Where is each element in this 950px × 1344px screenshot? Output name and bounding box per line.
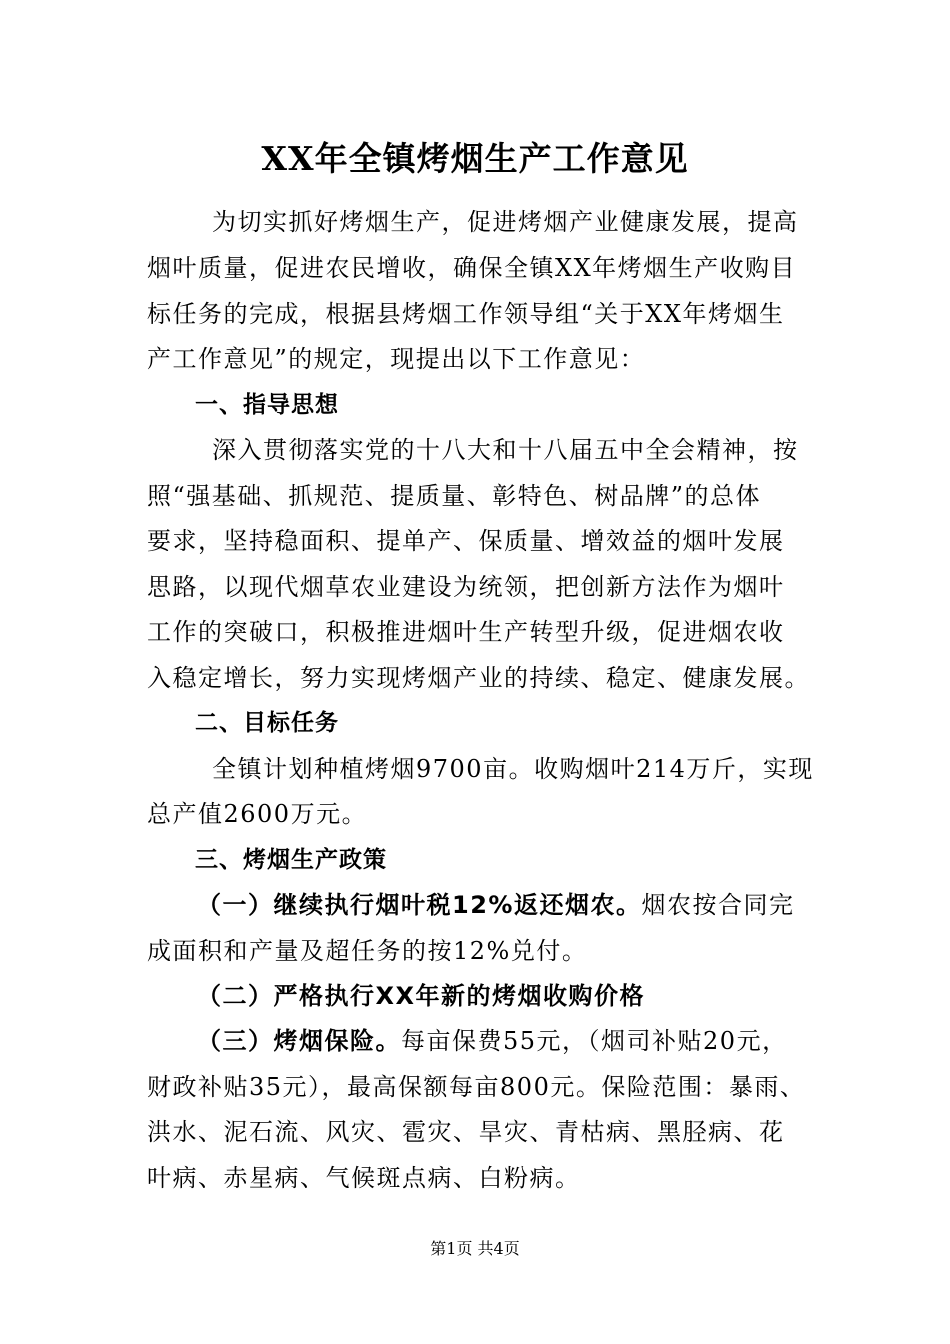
policy-item-3-line: 叶病、赤星病、气候斑点病、白粉病。	[147, 1164, 581, 1192]
section1-line: 深入贯彻落实党的十八大和十八届五中全会精神，按	[212, 436, 799, 464]
section-heading-guiding-thought: 一、指导思想	[195, 392, 339, 418]
policy-item-3-line: 洪水、泥石流、风灾、雹灾、旱灾、青枯病、黑胫病、花	[147, 1118, 785, 1146]
intro-line: 标任务的完成，根据县烤烟工作领导组“关于XX年烤烟生	[147, 300, 785, 328]
section-heading-policy: 三、烤烟生产政策	[195, 847, 387, 873]
section1-line: 入稳定增长，努力实现烤烟产业的持续、稳定、健康发展。	[147, 664, 810, 692]
page-number: 第1页 共4页	[430, 1239, 520, 1258]
policy-item-1-line: 成面积和产量及超任务的按12%兑付。	[147, 937, 588, 965]
policy-item-1-text: 烟农按合同完	[641, 891, 795, 919]
section1-line: 照“强基础、抓规范、提质量、彰特色、树品牌”的总体	[147, 482, 762, 510]
policy-item-1	[197, 888, 794, 922]
policy-item-3-line: 财政补贴35元），最高保额每亩800元。保险范围：暴雨、	[147, 1073, 806, 1101]
section1-line: 要求，坚持稳面积、提单产、保质量、增效益的烟叶发展	[147, 527, 785, 555]
policy-item-3	[197, 1024, 788, 1058]
intro-line: 烟叶质量，促进农民增收，确保全镇XX年烤烟生产收购目	[147, 254, 797, 282]
section2-line: 全镇计划种植烤烟9700亩。收购烟叶214万斤，实现	[212, 755, 814, 783]
section-heading-targets: 二、目标任务	[195, 710, 339, 736]
policy-item-3-text: 每亩保费55元，（烟司补贴20元，	[401, 1027, 788, 1055]
policy-item-1-title: （一）继续执行烟叶税12%返还烟农。	[197, 891, 642, 919]
policy-item-2-title: （二）严格执行XX年新的烤烟收购价格	[197, 982, 646, 1010]
intro-line: 为切实抓好烤烟生产，促进烤烟产业健康发展，提高	[212, 208, 799, 236]
section1-line: 思路，以现代烟草农业建设为统领，把创新方法作为烟叶	[147, 573, 785, 601]
document-title: XX年全镇烤烟生产工作意见	[261, 139, 689, 178]
policy-item-3-title: （三）烤烟保险。	[197, 1027, 401, 1055]
section2-line: 总产值2600万元。	[147, 800, 368, 828]
intro-line: 产工作意见”的规定，现提出以下工作意见：	[147, 345, 646, 373]
section1-line: 工作的突破口，积极推进烟叶生产转型升级，促进烟农收	[147, 618, 785, 646]
